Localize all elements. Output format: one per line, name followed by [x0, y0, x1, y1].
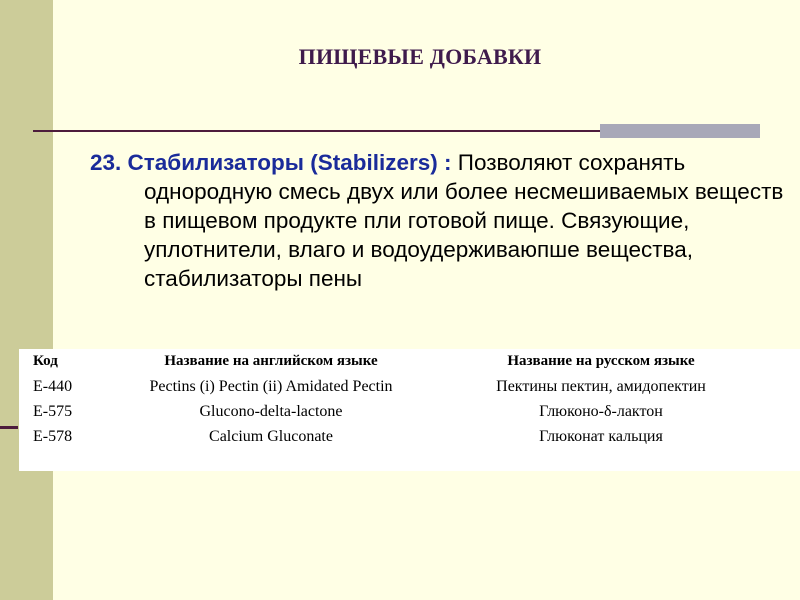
- additives-table-image: [19, 349, 800, 471]
- table-row: [33, 424, 771, 449]
- slide-title: ПИЩЕВЫЕ ДОБАВКИ: [298, 44, 542, 69]
- left-decor-line: [0, 426, 18, 429]
- section-description: Позволяют сохранять однородную смесь двух или более несмешиваемых веществ в пищевом продукте пли готовой пище. Связующие, уплотнители, влаго и водоудерживаюпше вещества, стабилизаторы пены: [144, 150, 784, 291]
- table-header-row: [33, 349, 771, 374]
- cell-russian-name: Пектины пектин, амидопектин: [496, 377, 706, 395]
- table-row: [33, 399, 771, 424]
- cell-russian-name: Глюконат кальция: [539, 427, 663, 445]
- cell-code: Е-575: [33, 402, 73, 420]
- header-russian-name: Название на русском языке: [507, 353, 695, 369]
- cell-english-name: Calcium Gluconate: [209, 427, 333, 445]
- cell-english-name: Pectins (i) Pectin (ii) Amidated Pectin: [149, 377, 393, 395]
- section-heading: 23. Стабилизаторы (Stabilizers) :: [90, 150, 452, 175]
- table-row: [33, 374, 771, 399]
- header-code: Код: [33, 353, 58, 369]
- additives-table: [33, 349, 771, 449]
- left-decor-bar: [0, 0, 53, 600]
- cell-russian-name: Глюконо-δ-лактон: [539, 402, 663, 420]
- cell-english-name: Glucono-delta-lactone: [199, 402, 343, 420]
- header-english-name: Название на английском языке: [164, 353, 378, 369]
- cell-code: Е-578: [33, 427, 73, 445]
- divider-accent-block: [600, 124, 760, 138]
- cell-code: Е-440: [33, 377, 73, 395]
- slide-body: [90, 148, 784, 293]
